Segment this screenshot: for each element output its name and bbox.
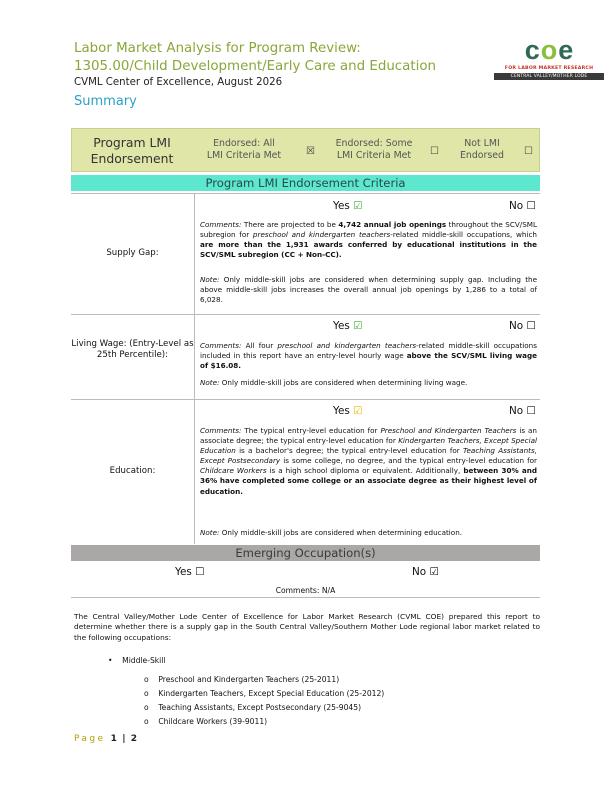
circle-bullet-icon: o: [144, 717, 149, 726]
occupation-item: [144, 675, 339, 684]
occupation-item: [144, 717, 267, 726]
endorsement-band: [71, 128, 540, 172]
comment-text: There are projected to be: [243, 220, 336, 229]
comment-label: Comments:: [200, 426, 242, 435]
note-label: Note:: [200, 378, 220, 387]
page-total: 2: [130, 734, 138, 744]
supply-gap-yes: [333, 200, 362, 212]
bullet-label: Middle-Skill: [122, 656, 166, 665]
education-label: Education:: [109, 466, 156, 476]
supply-gap-yes-checkbox[interactable]: ☑: [353, 200, 363, 212]
comment-text: All four: [245, 341, 274, 350]
note-label: Note:: [200, 275, 220, 284]
education-no-checkbox[interactable]: ☐: [526, 405, 536, 417]
circle-bullet-icon: o: [144, 703, 149, 712]
supply-gap-no: [509, 200, 536, 212]
emerging-no: [412, 566, 439, 578]
yes-label: Yes: [333, 405, 350, 417]
note-text: Only middle-skill jobs are considered when determining supply gap. Including the above middle-skill jobs increases the overall annual job openings by 1,286 to a total of 6,028.: [200, 275, 537, 305]
supply-gap-comments: [200, 220, 537, 260]
living-wage-yes-checkbox[interactable]: ☑: [353, 320, 363, 332]
comment-text: is a bachelor's degree; the typical entry-level education for: [239, 446, 460, 456]
comment-italic: Preschool and Kindergarten Teachers: [380, 426, 517, 435]
logo-letter-o: o: [540, 35, 558, 65]
comment-text: is an associate degree; the typical entry-level education for: [200, 426, 537, 446]
row-divider: [194, 194, 195, 315]
yes-label: Yes: [333, 320, 350, 332]
comment-label: Comments:: [200, 220, 242, 229]
comment-bold: are more than the 1,931 awards conferred by educational institutions in the SCV/SML subregion (CC + Non-CC).: [200, 240, 537, 260]
emerging-comments: Comments: N/A: [275, 586, 336, 595]
no-label: No: [509, 200, 524, 212]
living-wage-no-checkbox[interactable]: ☐: [526, 320, 536, 332]
living-wage-label: Living Wage: (Entry-Level as 25th Percentile):: [71, 339, 194, 361]
endorsement-option-some: Endorsed: Some LMI Criteria Met: [335, 138, 413, 162]
page-separator: |: [122, 734, 126, 744]
note-text: Only middle-skill jobs are considered when determining education.: [221, 528, 463, 537]
emerging-yes-checkbox[interactable]: ☐: [195, 566, 205, 578]
occupation-label: Kindergarten Teachers, Except Special Education (25-2012): [158, 689, 385, 698]
living-wage-comments: [200, 341, 537, 371]
education-yes: [333, 405, 362, 417]
comment-italic: preschool and kindergarten teachers: [252, 230, 391, 240]
living-wage-yes: [333, 320, 362, 332]
occupation-label: Teaching Assistants, Except Postsecondary (25-9045): [158, 703, 362, 712]
supply-gap-note: [200, 275, 537, 305]
intro-paragraph: The Central Valley/Mother Lode Center of Excellence for Labor Market Research (CVML COE) prepared this report to determine whether there is a supply gap in the South Central Valley/Southern Mother Lode regional labor market related to the following occupations:: [74, 612, 540, 642]
coe-logo-mark: [494, 35, 604, 65]
comment-text: -related middle-skill occupations included in this report have an entry-level hourly wage: [200, 341, 537, 361]
section-heading: Summary: [74, 94, 137, 109]
no-label: No: [509, 405, 524, 417]
comment-bold: 4,742 annual job openings: [338, 220, 447, 229]
report-subtitle: CVML Center of Excellence, August 2026: [74, 77, 283, 88]
comment-text: The typical entry-level education for: [244, 426, 378, 435]
logo-letter-c: c: [524, 35, 540, 65]
note-label: Note:: [200, 528, 220, 537]
yes-label: Yes: [333, 200, 350, 212]
comment-label: Comments:: [200, 341, 242, 350]
note-text: Only middle-skill jobs are considered when determining living wage.: [221, 378, 468, 387]
occupation-item: [144, 689, 384, 698]
education-note: [200, 528, 537, 538]
education-no: [509, 405, 536, 417]
comment-text: is a high school diploma or equivalent. Additionally,: [269, 466, 461, 476]
no-label: No: [509, 320, 524, 332]
row-divider: [194, 315, 195, 400]
report-program-title: 1305.00/Child Development/Early Care and Education: [74, 59, 437, 74]
endorsement-heading: Program LMI Endorsement: [90, 135, 174, 166]
comment-bold: above the SCV/SML living wage of $16.08.: [200, 351, 538, 371]
criteria-band: Program LMI Endorsement Criteria: [71, 175, 540, 191]
supply-gap-no-checkbox[interactable]: ☐: [526, 200, 536, 212]
endorsement-checkbox-some[interactable]: ☐: [430, 146, 439, 157]
endorsement-option-not: Not LMI Endorsed: [459, 138, 504, 162]
education-comments: [200, 426, 537, 497]
endorsement-checkbox-not[interactable]: ☐: [524, 146, 533, 157]
page-footer: [74, 734, 137, 744]
report-title: Labor Market Analysis for Program Review:: [74, 41, 361, 56]
comment-text: -related middle-skill occupations, which: [390, 230, 537, 240]
emerging-yes: [175, 566, 204, 578]
occupation-item: [144, 703, 361, 712]
page-word: Page: [74, 734, 106, 744]
logo-letter-e: e: [558, 35, 574, 65]
row-divider: [194, 400, 195, 544]
comment-italic: Teaching Assistants, Except Postsecondary: [200, 446, 537, 466]
emerging-no-checkbox[interactable]: ☑: [429, 566, 439, 578]
comment-text: is some college, no degree, and the typical entry-level education for: [283, 456, 537, 466]
circle-bullet-icon: o: [144, 689, 149, 698]
bullet-dot-icon: •: [108, 656, 113, 665]
comment-text: throughout the SCV/SML subregion for: [200, 220, 537, 240]
logo-region: CENTRAL VALLEY/MOTHER LODE: [494, 73, 604, 80]
occupation-label: Childcare Workers (39-9011): [158, 717, 268, 726]
page-number: 1: [110, 734, 117, 744]
no-label: No: [412, 566, 427, 578]
living-wage-note: [200, 378, 537, 388]
comment-italic: preschool and kindergarten teachers: [277, 341, 417, 350]
emerging-divider: [71, 597, 540, 598]
logo-tagline: FOR LABOR MARKET RESEARCH: [504, 66, 594, 71]
comment-bold: between 30% and 36% have completed some college or an associate degree as their highest level of education.: [200, 466, 537, 496]
education-yes-checkbox[interactable]: ☑: [353, 405, 363, 417]
yes-label: Yes: [175, 566, 192, 578]
living-wage-no: [509, 320, 536, 332]
endorsement-checkbox-all[interactable]: ☒: [306, 146, 315, 157]
emerging-band: Emerging Occupation(s): [71, 545, 540, 561]
occupation-label: Preschool and Kindergarten Teachers (25-2011): [158, 675, 340, 684]
bullet-middle-skill: [108, 656, 166, 665]
endorsement-option-all: Endorsed: All LMI Criteria Met: [206, 138, 282, 162]
coe-logo: [494, 35, 604, 80]
supply-gap-label: Supply Gap:: [106, 248, 159, 258]
comment-italic: Kindergarten Teachers, Except Special Education: [200, 436, 537, 456]
circle-bullet-icon: o: [144, 675, 149, 684]
comment-italic: Childcare Workers: [200, 466, 267, 476]
